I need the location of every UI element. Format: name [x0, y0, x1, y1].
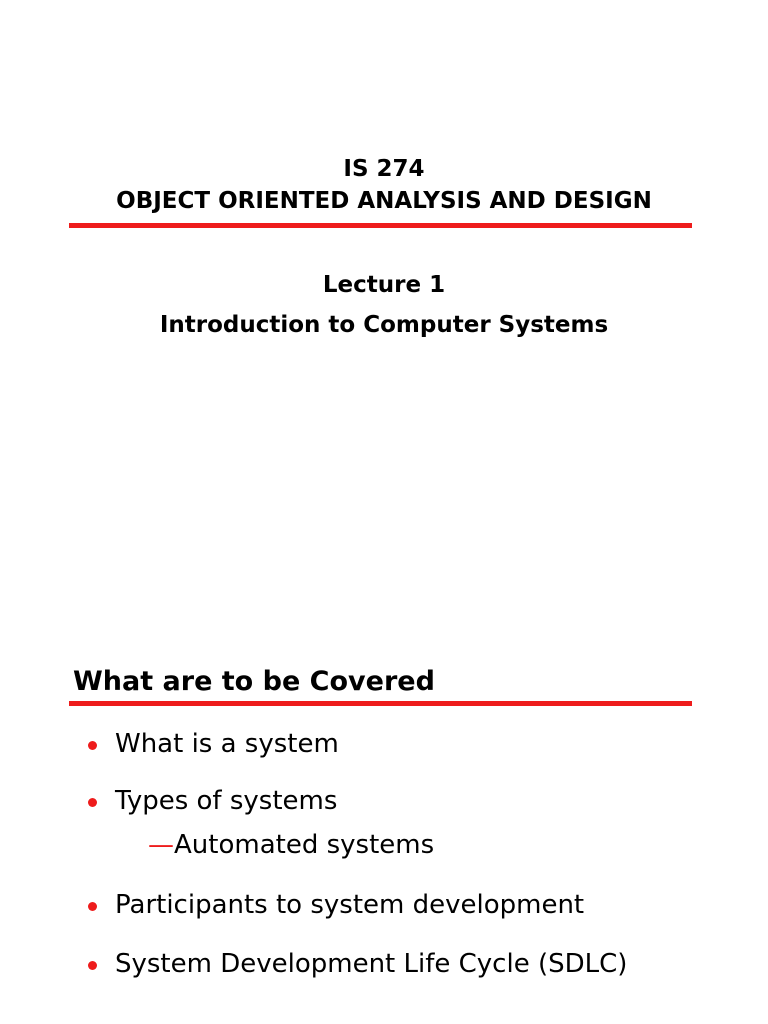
list-item: [88, 727, 627, 761]
list-item-text: Types of systems: [115, 786, 338, 816]
course-code: IS 274: [343, 156, 425, 182]
dash-bullet-icon: —: [148, 830, 174, 860]
sub-list-item-text: Automated systems: [174, 830, 435, 860]
heading-divider: [69, 701, 692, 706]
bullet-dot-icon: [88, 741, 97, 750]
bullet-dot-icon: [88, 798, 97, 807]
list-item-text: What is a system: [115, 729, 339, 759]
list-item-text: Participants to system development: [115, 890, 585, 920]
outline-slide: [0, 512, 768, 1024]
title-divider: [69, 223, 692, 228]
lecture-number: Lecture 1: [322, 272, 446, 298]
slide-heading: What are to be Covered: [73, 666, 435, 697]
list-item: [88, 888, 627, 922]
bullet-dot-icon: [88, 902, 97, 911]
course-title: OBJECT ORIENTED ANALYSIS AND DESIGN: [116, 188, 652, 214]
list-item: [88, 947, 627, 981]
list-item-text: System Development Life Cycle (SDLC): [115, 949, 628, 979]
list-item: [88, 784, 627, 862]
sub-list-item: [115, 828, 627, 862]
lecture-title: Introduction to Computer Systems: [159, 312, 609, 338]
bullet-dot-icon: [88, 961, 97, 970]
topics-list: [88, 727, 627, 981]
